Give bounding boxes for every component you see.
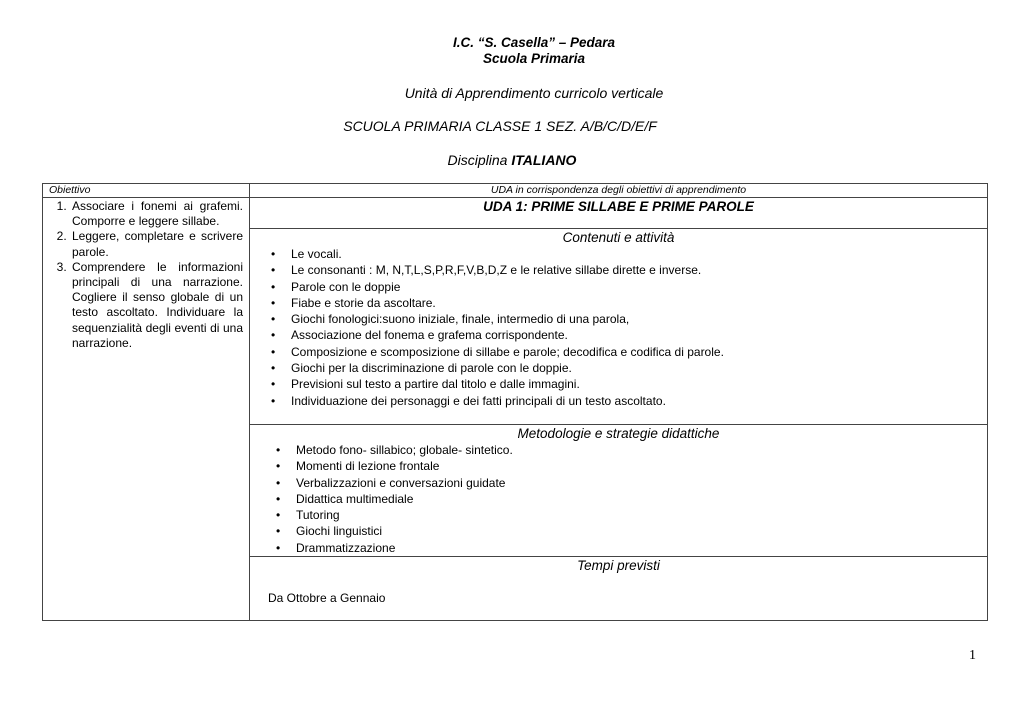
list-item: • Composizione e scomposizione di sillabe e parole; decodifica e codifica di parole. [250, 344, 987, 360]
list-item: • Individuazione dei personaggi e dei fatti principali di un testo ascoltato. [250, 393, 987, 409]
list-item: • Verbalizzazioni e conversazioni guidate [250, 475, 987, 491]
contenuti-cell [250, 229, 988, 425]
discipline-line [0, 152, 1024, 168]
list-item: • Fiabe e storie da ascoltare. [250, 295, 987, 311]
contenuti-title: Contenuti e attività [562, 230, 675, 245]
list-item: • Giochi per la discriminazione di parole con le doppie. [250, 360, 987, 376]
metodologie-cell [250, 425, 988, 557]
tempi-title: Tempi previsti [577, 558, 660, 574]
uda-table [42, 183, 988, 621]
table-header-row [43, 184, 988, 198]
header-uda: UDA in corrispondenza degli obiettivi di apprendimento [250, 184, 988, 198]
class-section: SCUOLA PRIMARIA CLASSE 1 SEZ. A/B/C/D/E/F [343, 118, 657, 134]
list-item: • Momenti di lezione frontale [250, 458, 987, 474]
tempi-cell [250, 557, 988, 621]
objectives-list [43, 199, 249, 351]
school-name: I.C. “S. Casella” – Pedara [452, 35, 616, 50]
metodologie-title: Metodologie e strategie didattiche [517, 426, 720, 441]
list-item: • Le vocali. [250, 246, 987, 262]
uda-title: UDA 1: PRIME SILLABE E PRIME PAROLE [250, 198, 988, 229]
list-item: • Tutoring [250, 507, 987, 523]
list-item: • Parole con le doppie [250, 279, 987, 295]
tempi-value: Da Ottobre a Gennaio [268, 591, 386, 606]
objective-item: 3. Comprendere le informazioni principali di una narrazione. Cogliere il senso globale di un testo ascoltato. Individuare la sequenzialità degli eventi di una narrazione. [70, 260, 243, 351]
list-item: • Giochi fonologici:suono iniziale, finale, intermedio di una parola, [250, 311, 987, 327]
list-item: • Didattica multimediale [250, 491, 987, 507]
list-item: • Metodo fono- sillabico; globale- sintetico. [250, 442, 987, 458]
discipline-prefix: Disciplina [447, 152, 508, 168]
contenuti-list [250, 246, 987, 409]
list-item: • Previsioni sul testo a partire dal titolo e dalle immagini. [250, 376, 987, 392]
list-item: • Associazione del fonema e grafema corrispondente. [250, 327, 987, 343]
list-item: • Drammatizzazione [250, 540, 987, 556]
metodologie-list [250, 442, 987, 556]
header-obiettivo: Obiettivo [43, 184, 250, 198]
objective-item: 2. Leggere, completare e scrivere parole. [70, 229, 243, 259]
objective-item: 1. Associare i fonemi ai grafemi. Comporre e leggere sillabe. [70, 199, 243, 229]
discipline-name: ITALIANO [511, 152, 577, 168]
school-level: Scuola Primaria [482, 51, 586, 66]
list-item: • Giochi linguistici [250, 523, 987, 539]
doc-subtitle: Unità di Apprendimento curricolo verticale [404, 85, 664, 101]
list-item: • Le consonanti : M, N,T,L,S,P,R,F,V,B,D,Z e le relative sillabe dirette e inverse. [250, 262, 987, 278]
objectives-cell [43, 198, 250, 621]
page-number: 1 [969, 648, 976, 663]
